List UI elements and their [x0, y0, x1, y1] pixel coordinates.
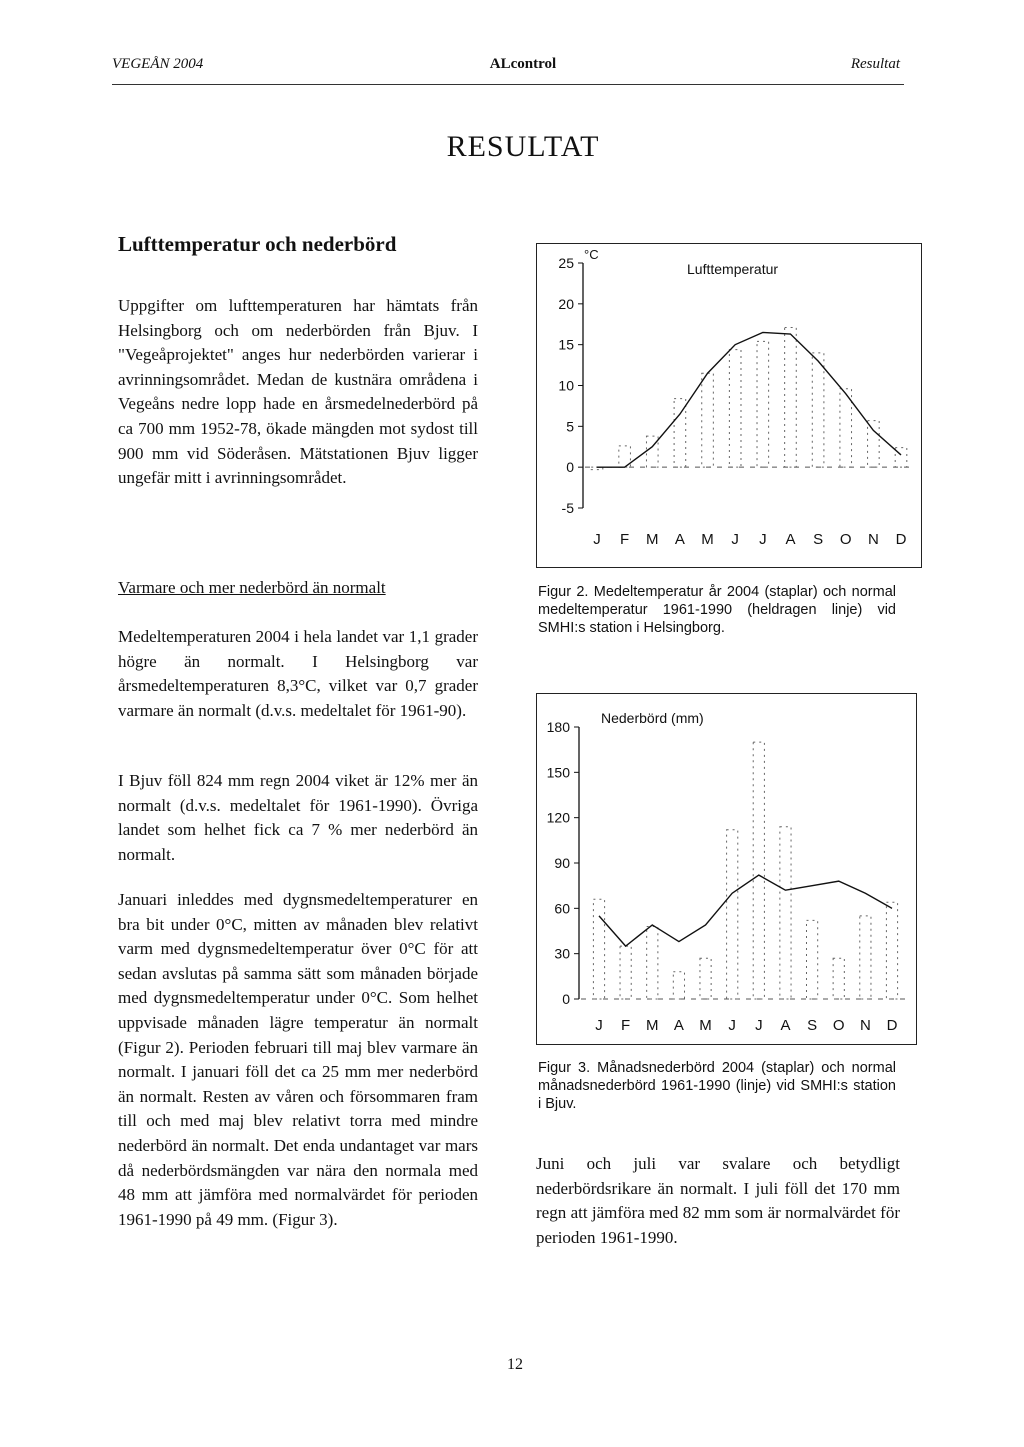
x-tick-label: M [701, 531, 714, 548]
paragraph-intro: Uppgifter om lufttemperaturen har hämtats från Helsingborg och om nederbörden från Bjuv. I "Vegeåprojektet" anges hur nederbörden varierar i avrinningsområdet. Medan de kustnära områdena i Vegeåns nedre lopp hade en årsmedelnederbörd på ca 700 mm 1952-78, ökade mängden mot sydost till 900 mm vid Söderåsen. Mätstationen Bjuv ligger ungefär mitt i avrinningsområdet. [118, 296, 478, 488]
normal-line [597, 332, 901, 467]
normal-line [599, 875, 892, 946]
y-tick-label: 20 [558, 295, 574, 312]
paragraph-june-july: Juni och juli var svalare och betydligt nederbördsrikare än normalt. I juli föll det 170 mm regn att jämföra med 82 mm som är normalvärdet för perioden 1961-1990. [536, 1154, 900, 1247]
x-tick-label: J [755, 1017, 763, 1034]
x-tick-label: D [895, 531, 907, 548]
y-tick-label: 30 [554, 945, 570, 962]
x-tick-label: F [620, 531, 630, 548]
y-axis-unit: °C [584, 247, 599, 262]
bar-2004 [780, 827, 791, 999]
y-tick-label: 150 [546, 764, 570, 781]
header-left: VEGEÅN 2004 [112, 56, 204, 72]
header-rule [112, 84, 904, 85]
precipitation-chart [536, 693, 917, 1045]
page-number: 12 [507, 1356, 523, 1373]
y-tick-label: 15 [558, 336, 574, 353]
y-tick-label: 0 [562, 991, 570, 1007]
x-tick-label: N [859, 1017, 871, 1034]
y-tick-label: 5 [566, 418, 574, 435]
header-right: Resultat [850, 56, 900, 72]
bar-2004 [886, 902, 897, 999]
bar-2004 [646, 436, 658, 467]
y-tick-label: 25 [558, 255, 574, 271]
bar-2004 [620, 946, 631, 999]
figure2-caption: Figur 2. Medeltemperatur år 2004 (staplar) och normal medeltemperatur 1961-1990 (heldragen linje) vid SMHI:s station i Helsingborg. [538, 584, 896, 636]
x-tick-label: S [807, 1017, 818, 1034]
bar-2004 [647, 926, 658, 999]
y-tick-label: 10 [558, 377, 574, 394]
x-tick-label: D [886, 1017, 898, 1034]
paragraph-temperature: Medeltemperaturen 2004 i hela landet var 1,1 grader högre än normalt. I Helsingborg var årsmedeltemperaturen 8,3°C, vilket var 0,7 grader varmare än normalt (d.v.s. medeltalet för 1961-90). [118, 627, 478, 720]
x-tick-label: O [839, 531, 852, 548]
y-tick-label: -5 [561, 500, 574, 516]
bar-2004 [868, 421, 880, 468]
bar-2004 [673, 972, 684, 999]
page-title: RESULTAT [446, 130, 600, 163]
bar-2004 [806, 920, 817, 999]
bar-2004 [860, 916, 871, 999]
bar-2004 [757, 341, 769, 467]
y-tick-label: 180 [546, 719, 570, 735]
paragraph-precipitation: I Bjuv föll 824 mm regn 2004 viket är 12% mer än normalt (d.v.s. medeltalet för 1961-1990). Övriga landet som helhet fick ca 7 % mer nederbörd än normalt. [118, 771, 478, 864]
chart-title: Lufttemperatur [687, 261, 779, 277]
bar-2004 [785, 328, 797, 468]
bar-2004 [727, 830, 738, 999]
bar-2004 [812, 353, 824, 467]
x-tick-label: J [728, 1017, 736, 1034]
x-tick-label: M [646, 531, 659, 548]
x-tick-label: A [780, 1017, 791, 1034]
precipitation-chart-svg [537, 694, 916, 1044]
x-tick-label: A [673, 1017, 684, 1034]
x-tick-label: A [785, 531, 796, 548]
chart-title: Nederbörd (mm) [601, 710, 704, 726]
bar-2004 [729, 350, 741, 468]
x-tick-label: M [646, 1017, 659, 1034]
subheading-warmer: Varmare och mer nederbörd än normalt [118, 578, 386, 597]
bar-2004 [702, 373, 714, 467]
x-tick-label: N [867, 531, 879, 548]
y-tick-label: 0 [566, 459, 574, 476]
x-tick-label: J [595, 1017, 603, 1034]
bar-2004 [700, 958, 711, 999]
x-tick-label: F [621, 1017, 631, 1034]
bar-2004 [593, 899, 604, 999]
x-tick-label: M [699, 1017, 712, 1034]
x-tick-label: O [832, 1017, 845, 1034]
bar-2004 [840, 389, 852, 467]
section-heading: Lufttemperatur och nederbörd [118, 232, 397, 256]
paragraph-monthly: Januari inleddes med dygnsmedeltemperaturer en bra bit under 0°C, mitten av månaden blev relativt varm med dygnsmedeltemperatur över 0°C för att sedan avslutas på samma sätt som månaden började med dygnsmedeltemperatur under 0°C. Som helhet uppvisade månaden lägre temperatur än normalt (Figur 2). Perioden februari till maj blev varmare än normalt. I januari föll det ca 25 mm mer nederbörd än normalt. Resten av våren och försommaren fram till och med maj blev relativt torra med mindre nederbörd än normalt. Det enda undantaget var mars då nederbördsmängden var nära den normala med 48 mm att jämföra med normalvärdet för perioden 1961-1990 på 49 mm. (Figur 3). [118, 890, 478, 1229]
x-tick-label: J [731, 531, 739, 548]
bar-2004 [833, 958, 844, 999]
y-tick-label: 90 [554, 855, 570, 871]
figure3-caption: Figur 3. Månadsnederbörd 2004 (staplar) och normal månadsnederbörd 1961-1990 (linje) vid SMHI:s station i Bjuv. [538, 1060, 896, 1112]
y-tick-label: 60 [554, 900, 570, 917]
x-tick-label: S [813, 531, 824, 548]
x-tick-label: J [593, 531, 601, 548]
bar-2004 [753, 742, 764, 999]
x-tick-label: J [759, 531, 767, 548]
header-center: ALcontrol [489, 56, 557, 72]
temperature-chart [536, 243, 922, 568]
x-tick-label: A [674, 531, 685, 548]
y-tick-label: 120 [546, 809, 570, 826]
temperature-chart-svg [537, 244, 921, 567]
